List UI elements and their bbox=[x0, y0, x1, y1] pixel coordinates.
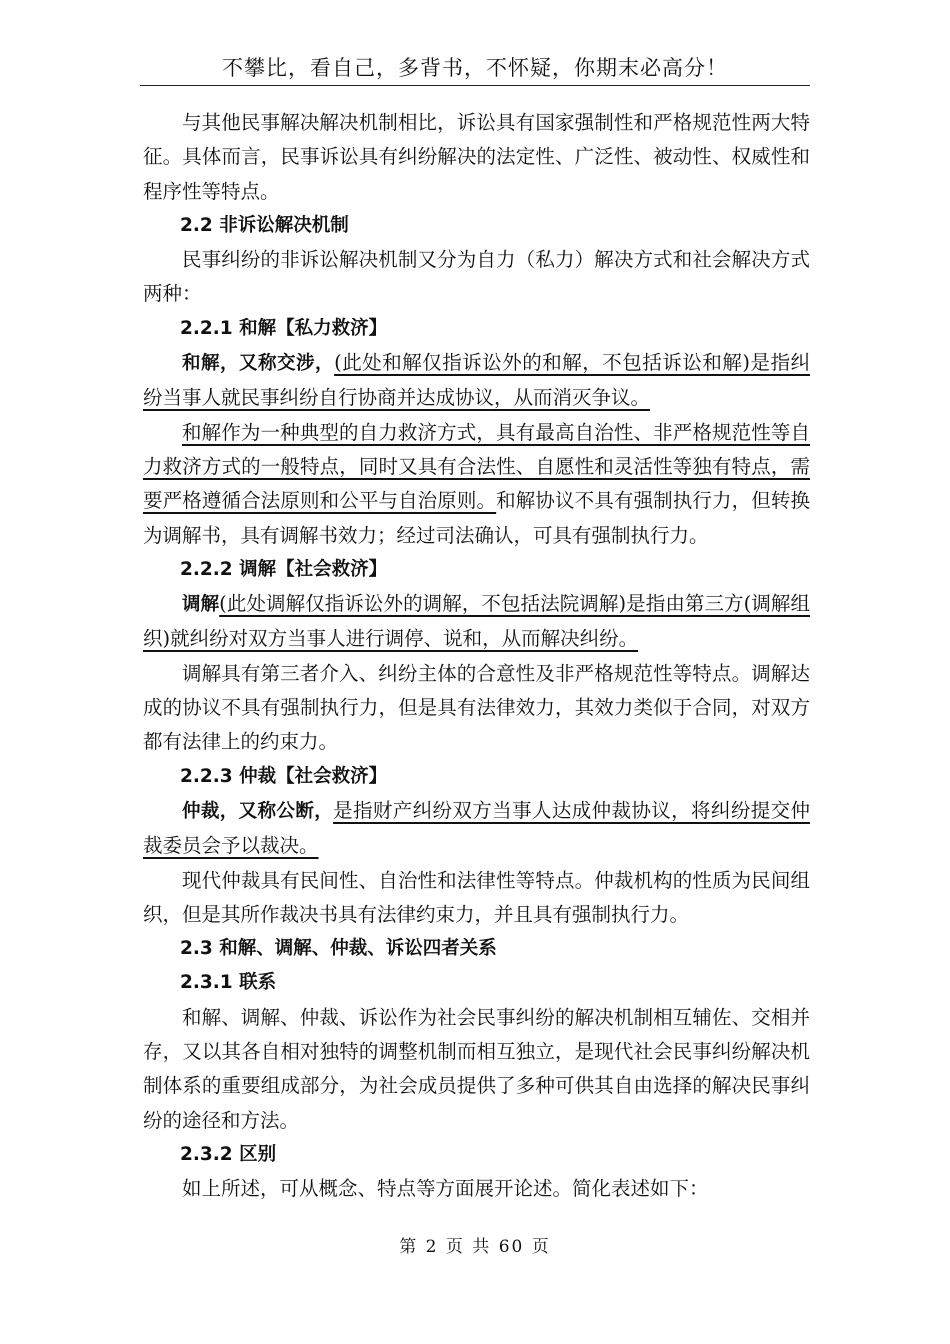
page-footer: 第 2 页 共 60 页 bbox=[399, 1237, 551, 1257]
arbitration-definition-text: 是指财产纠纷双方当事人达成仲裁协议，将纠纷提交仲裁委员会予以裁决。 bbox=[143, 798, 810, 858]
paragraph-mediation-definition bbox=[143, 587, 810, 657]
paragraph-settlement-features bbox=[143, 416, 810, 553]
heading-2-2-1: 2.2.1 和解【私力救济】 bbox=[180, 317, 388, 339]
term-arbitration: 仲裁，又称公断， bbox=[182, 800, 334, 822]
paragraph-mediation-features: 调解具有第三者介入、纠纷主体的合意性及非严格规范性等特点。调解达成的协议不具有强制执行力，但是具有法律效力，其效力类似于合同，对双方都有法律上的约束力。 bbox=[143, 661, 810, 754]
document-body bbox=[143, 106, 810, 1207]
heading-2-2: 2.2 非诉讼解决机制 bbox=[180, 214, 349, 236]
paragraph-litigation-features: 与其他民事解决解决机制相比，诉讼具有国家强制性和严格规范性两大特征。具体而言，民事诉讼具有纠纷解决的法定性、广泛性、被动性、权威性和程序性等特点。 bbox=[143, 111, 810, 203]
settlement-agreement-text: 和解协议不具有强制执行力，但转换为调解书，具有调解书效力；经过司法确认，可具有强制执行力。 bbox=[143, 489, 810, 547]
heading-2-3: 2.3 和解、调解、仲裁、诉讼四者关系 bbox=[180, 938, 497, 960]
paragraph-arbitration-features: 现代仲裁具有民间性、自治性和法律性等特点。仲裁机构的性质为民间组织，但是其所作裁决书具有法律约束力，并且具有强制执行力。 bbox=[143, 868, 810, 926]
paragraph-non-litigation: 民事纠纷的非诉讼解决机制又分为自力（私力）解决方式和社会解决方式两种： bbox=[143, 248, 810, 306]
paragraph-differences: 如上所述，可从概念、特点等方面展开论述。简化表述如下： bbox=[182, 1177, 709, 1201]
page-header: 不攀比，看自己，多背书，不怀疑，你期末必高分！ bbox=[222, 56, 728, 80]
paragraph-arbitration-definition bbox=[143, 794, 810, 864]
term-settlement: 和解，又称交涉， bbox=[182, 353, 335, 375]
heading-2-3-2: 2.3.2 区别 bbox=[180, 1143, 277, 1165]
heading-2-2-3: 2.2.3 仲裁【社会救济】 bbox=[180, 765, 388, 787]
mediation-definition-text: (此处调解仅指诉讼外的调解，不包括法院调解)是指由第三方(调解组织)就纠纷对双方当事人进行调停、说和，从而解决纠纷。 bbox=[143, 592, 810, 651]
settlement-features-text: 和解作为一种典型的自力救济方式，具有最高自治性、非严格规范性等自力救济方式的一般特点，同时又具有合法性、自愿性和灵活性等独有特点，需要严格遵循合法原则和公平与自治原则。 bbox=[143, 420, 810, 513]
settlement-definition-text: (此处和解仅指诉讼外的和解，不包括诉讼和解)是指纠纷当事人就民事纠纷自行协商并达成协议，从而消灭争议。 bbox=[143, 351, 810, 410]
paragraph-settlement-definition bbox=[143, 346, 810, 416]
header-divider bbox=[140, 85, 810, 86]
heading-2-2-2: 2.2.2 调解【社会救济】 bbox=[180, 558, 388, 580]
paragraph-connections: 和解、调解、仲裁、诉讼作为社会民事纠纷的解决机制相互辅佐、交相并存，又以其各自相对独特的调整机制而相互独立，是现代社会民事纠纷解决机制体系的重要组成部分，为社会成员提供了多种可供其自由选择的解决民事纠纷的途径和方法。 bbox=[143, 1005, 810, 1132]
term-mediation: 调解 bbox=[182, 594, 220, 616]
heading-2-3-1: 2.3.1 联系 bbox=[180, 972, 277, 994]
